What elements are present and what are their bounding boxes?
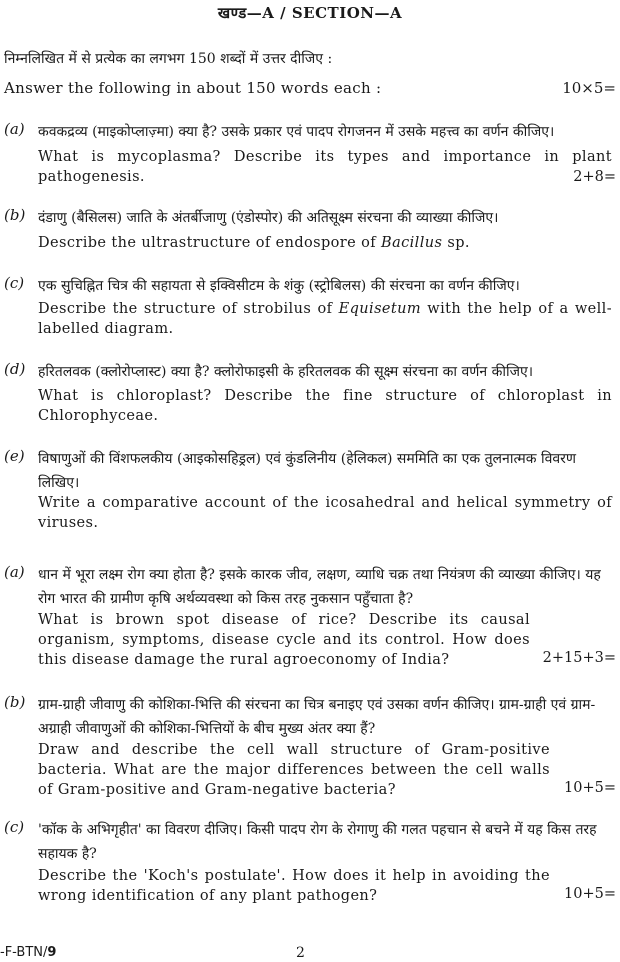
question-label: (b) bbox=[4, 693, 26, 711]
question-hindi: विषाणुओं की विंशफलकीय (आइकोसहिड्रल) एवं कुंडलिनीय (हेलिकल) सममिति का एक तुलनात्मक विवरण लिखिए। bbox=[38, 451, 576, 491]
question-marks: 10+5= bbox=[564, 886, 616, 902]
question-english: Describe the 'Koch's postulate'. How does it help in avoiding the wrong identification of any plant pathogen? bbox=[38, 868, 550, 904]
question-hindi: कवकद्रव्य (माइकोप्लाज़्मा) क्या है? उसके प्रकार एवं पादप रोगजनन में उसके महत्त्व का वर्णन कीजिए। bbox=[38, 124, 555, 140]
question-marks: 10+5= bbox=[564, 780, 616, 796]
question-label: (a) bbox=[4, 120, 25, 138]
question-label: (a) bbox=[4, 563, 25, 581]
question-hindi: दंडाणु (बैसिलस) जाति के अंतर्बीजाणु (एंडोस्पोर) की अतिसूक्ष्म संरचना की व्याख्या कीजिए। bbox=[38, 210, 499, 226]
question-hindi: हरितलवक (क्लोरोप्लास्ट) क्या है? क्लोरोफाइसी के हरितलवक की सूक्ष्म संरचना का वर्णन कीजिए। bbox=[38, 364, 534, 380]
question-label: (c) bbox=[4, 274, 25, 292]
question-label: (c) bbox=[4, 818, 25, 836]
question-english: What is chloroplast? Describe the fine structure of chloroplast in Chlorophyceae. bbox=[38, 388, 612, 424]
question-marks: 2+8= bbox=[573, 169, 616, 185]
question-english: Draw and describe the cell wall structure of Gram-positive bacteria. What are the major differences between the cell walls of Gram-positive and Gram-negative bacteria? bbox=[38, 742, 550, 798]
section-header: खण्ड—A / SECTION—A bbox=[217, 4, 403, 22]
paper-code: -F-BTN/9 bbox=[0, 945, 57, 960]
question-hindi: ग्राम-ग्राही जीवाणु की कोशिका-भित्ति की संरचना का चित्र बनाइए एवं उसका वर्णन कीजिए। ग्राम-ग्राही एवं ग्राम-अग्राही जीवाणुओं की कोशिका-भित्तियों के बीच मुख्य अंतर क्या हैं? bbox=[38, 697, 596, 737]
question-label: (b) bbox=[4, 206, 26, 224]
question-english: What is mycoplasma? Describe its types and importance in plant pathogenesis. bbox=[38, 149, 612, 185]
question-hindi: 'कॉक के अभिगृहीत' का विवरण दीजिए। किसी पादप रोग के रोगाणु की गलत पहचान से बचने में यह किस तरह सहायक है? bbox=[38, 822, 597, 862]
instruction-hindi: निम्नलिखित में से प्रत्येक का लगभग 150 शब्दों में उत्तर दीजिए : bbox=[4, 51, 333, 67]
question-english: Write a comparative account of the icosahedral and helical symmetry of viruses. bbox=[38, 495, 612, 531]
instruction-english: Answer the following in about 150 words each : bbox=[4, 79, 382, 97]
question-english: Describe the structure of strobilus of Equisetum with the help of a well-labelled diagram. bbox=[38, 301, 612, 337]
question-marks: 2+15+3= bbox=[542, 650, 616, 666]
question-hindi: एक सुचिह्नित चित्र की सहायता से इक्विसीटम के शंकु (स्ट्रोबिलस) की संरचना का वर्णन कीजिए। bbox=[38, 278, 520, 294]
question-label: (d) bbox=[4, 360, 26, 378]
page-number: 2 bbox=[296, 945, 305, 961]
question-label: (e) bbox=[4, 447, 25, 465]
question-english: Describe the ultrastructure of endospore of Bacillus sp. bbox=[38, 235, 470, 251]
question-english: What is brown spot disease of rice? Describe its causal organism, symptoms, disease cycle and its control. How does this disease damage the rural agroeconomy of India? bbox=[38, 612, 530, 668]
instruction-marks: 10×5= bbox=[562, 79, 616, 97]
question-hindi: धान में भूरा लक्ष्म रोग क्या होता है? इसके कारक जीव, लक्षण, व्याधि चक्र तथा नियंत्रण की व्याख्या कीजिए। यह रोग भारत की ग्रामीण कृषि अर्थव्यवस्था को किस तरह नुकसान पहुँचाता है? bbox=[38, 567, 601, 607]
